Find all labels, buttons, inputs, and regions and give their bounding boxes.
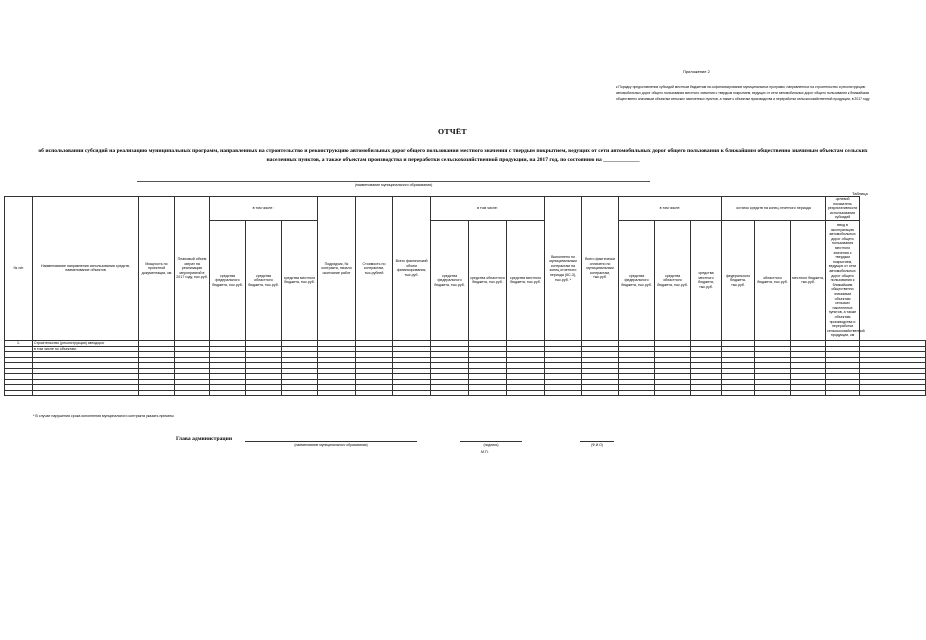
col-header-contract-cost: Стоимость по контрактам, тыс.рублей — [356, 197, 393, 341]
col-header-actual-total: Всего фактический объем финансирования, тыс.руб. — [393, 197, 431, 341]
row-name-cell: в том числе по объектам: — [33, 346, 139, 352]
col-header-loc-2: средства местного бюджета, тыс.руб. — [507, 220, 545, 340]
footnote: * В случае нарушения срока исполнения мунципального контракта указать причины — [33, 414, 174, 418]
municipality-caption: (наименование муниципального образования) — [354, 183, 433, 187]
col-header-target-detail: ввод в эксплуатацию автомобильных дорог общего пользования местного значения с твердым покрытием, ведущих от сети автомобильных дорог общего пользования к ближайшим общественно значимым объектам сельских населенных пунктов, а также объектам производства и переработки сельскохозяйственной продукции, км — [826, 220, 860, 340]
head-of-administration-label: Глава администрации — [176, 436, 233, 442]
seal-label: М.П. — [481, 450, 489, 454]
appendix-label: Приложение 2 — [683, 69, 710, 74]
table-row — [5, 390, 926, 396]
signature-caption: (подпись) — [483, 443, 499, 447]
report-title: ОТЧЁТ — [438, 127, 467, 136]
row-num-cell: 1. — [5, 340, 33, 346]
table-label: Таблица — [852, 191, 868, 196]
header-note: к Порядку предоставления субсидий местным бюджетам на софинансирование муниципальных программ, направленных на строительство и реконструкцию автомобильных дорог общего пользования местного значения с твердым покрытием, ведущих от сети автомобильных дорог общего пользования к ближайшим общественно значимым объектам сельских населенных пунктов, а также к объектам производства и переработки сельскохозяйственной продукции, в 2017 году — [616, 85, 870, 102]
col-header-name: Наименование направления использования средств, наименование объектов — [33, 197, 139, 341]
col-header-reg-1: средства областного бюджета, тыс.руб. — [246, 220, 282, 340]
municipality-line — [137, 181, 650, 182]
col-header-reg-3: средства областного бюджета, тыс.руб. — [655, 220, 691, 340]
col-header-contractor: Подрядчик, № контракта, начало окончание работ — [318, 197, 356, 341]
col-header-paid-total: Всего фактически оплачено по муниципальным контрактам, тыс.руб. — [582, 197, 619, 341]
fio-line — [580, 441, 614, 442]
col-header-reg-4: областного бюджета, тыс.руб. — [755, 220, 791, 340]
row-name-cell: Строительство (реконструкция) автодорог — [33, 340, 139, 346]
col-header-target-indicator: целевой показатель результативности использования субсидий — [826, 197, 860, 221]
col-header-loc-3: средства местного бюджета, тыс.руб. — [691, 220, 722, 340]
col-header-reg-2: средства областного бюджета, тыс.руб. — [469, 220, 507, 340]
report-table — [4, 196, 926, 396]
col-header-completed: Выполнено по муниципальным контрактам на конец отчетного периода (КС-3), тыс.руб. * — [545, 197, 582, 341]
report-subtitle: об использовании субсидий на реализацию муниципальных программ, направленных на строительство и реконструкцию автомобильных дорог общего пользования местного значения с твердым покрытием, ведущих от сети автомобильных дорог общего пользования к ближайшим общественно значимым объектам сельских населенных пунктов, а также объектам производства и переработки сельскохозяйственной продукции, на 2017 год, по состоянию на _____________ — [38, 148, 868, 163]
head-name-line — [245, 441, 417, 442]
col-header-fed-4: федерального бюджета, тыс.руб. — [722, 220, 755, 340]
col-header-fed-1: средства федерального бюджета, тыс.руб. — [210, 220, 246, 340]
col-group-paid-incl: в том числе: — [619, 197, 722, 221]
signature-line — [460, 441, 522, 442]
fio-caption: (Ф.И.О) — [591, 443, 603, 447]
col-header-total-cost: Плановый объем затрат на реализацию мероприятий в 2017 году, тыс.руб. — [175, 197, 210, 341]
head-name-caption: (наименование муниципального образования) — [294, 443, 368, 447]
col-header-fed-2: средства федерального бюджета, тыс.руб. — [431, 220, 469, 340]
col-group-balance: остаток средств на конец отчетного периода — [722, 197, 826, 221]
col-header-loc-1: средства местного бюджета, тыс.руб. — [282, 220, 318, 340]
col-header-capacity: Мощность по проектной документации, км — [139, 197, 175, 341]
col-group-plan-incl: в том числе : — [210, 197, 318, 221]
header-row-1 — [5, 197, 926, 221]
col-header-fed-3: средства федерального бюджета, тыс.руб. — [619, 220, 655, 340]
col-header-num: № п/п — [5, 197, 33, 341]
col-header-loc-4: местного бюджета, тыс.руб. — [791, 220, 826, 340]
col-group-actual-incl: в том числе: — [431, 197, 545, 221]
